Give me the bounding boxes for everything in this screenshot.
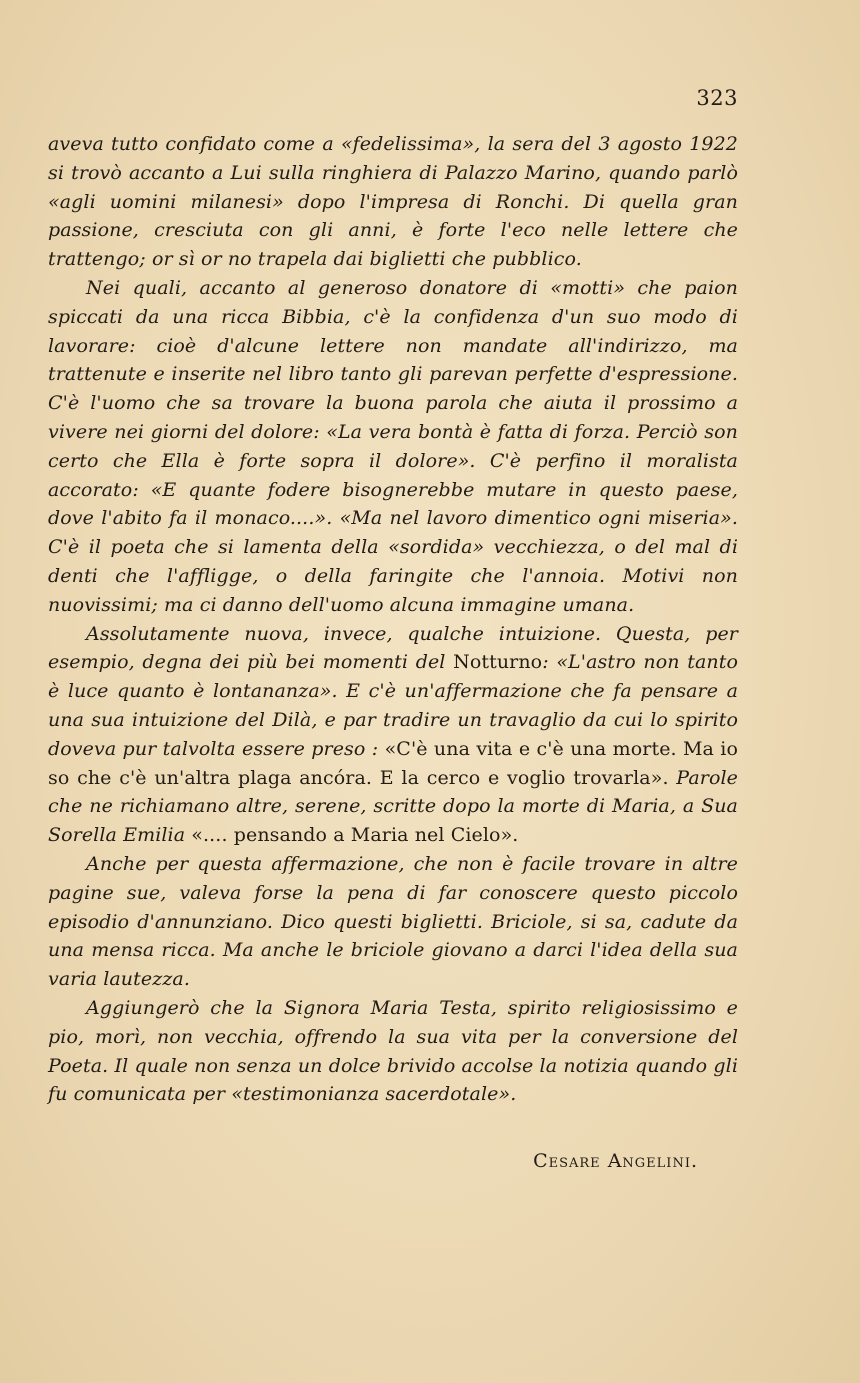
paragraph-2: Nei quali, accanto al generoso donatore di «motti» che paion spiccati da una ricca Bibbia, c'è la confidenza d'un suo modo di lavorare: cioè d'alcune lettere non mandate all'indirizzo, ma trattenute e inserite nel libro tanto gli parevan perfette d'espressione. C'è l'uomo che sa trovare la buona parola che aiuta il prossimo a vivere nei giorni del dolore: «La vera bontà è fatta di forza. Perciò son certo che Ella è forte sopra il dolore». C'è perfino il moralista accorato: «E quante fodere bisognerebbe mutare in questo paese, dove l'abito fa il monaco....». «Ma nel lavoro dimentico ogni miseria». C'è il poeta che si lamenta della «sordida» vecchiezza, o del mal di denti che l'affligge, o della faringite che l'annoia. Motivi non nuovissimi; ma ci danno dell'uomo alcuna immagine umana. bbox=[48, 276, 738, 616]
body-text bbox=[48, 130, 738, 1109]
page-number: 323 bbox=[696, 86, 738, 110]
author-signature: Cesare Angelini. bbox=[533, 1150, 698, 1172]
paragraph-3-quote-2: «.... pensando a Maria nel Cielo». bbox=[191, 824, 519, 847]
paragraph-1: aveva tutto confidato come a «fedelissima», la sera del 3 agosto 1922 si trovò accanto a Lui sulla ringhiera di Palazzo Marino, quando parlò «agli uomini milanesi» dopo l'impresa di Ronchi. Di quella gran passione, cresciuta con gli anni, è forte l'eco nelle lettere che trattengo; or sì or no trapela dai biglietti che pubblico. bbox=[48, 133, 738, 271]
paragraph-3-italic-1: Assolutamente nuova, invece, qualche intuizione. Questa, per esempio, degna dei più bei momenti del bbox=[48, 622, 738, 674]
paragraph-4: Anche per questa affermazione, che non è facile trovare in altre pagine sue, valeva forse la pena di far conoscere questo piccolo episodio d'annunziano. Dico questi biglietti. Briciole, si sa, cadute da una mensa ricca. Ma anche le briciole giovano a darci l'idea della sua varia lautezza. bbox=[48, 852, 738, 991]
book-page bbox=[48, 0, 738, 1383]
paragraph-3 bbox=[48, 620, 738, 850]
paragraph-3-italic-2: : «L'astro non tanto è luce quanto è lontananza». E c'è un'affermazione che fa pensare a una sua intuizione del Dilà, e par tradire un travaglio da cui lo spirito doveva pur talvolta essere preso : bbox=[48, 651, 739, 760]
paragraph-5: Aggiungerò che la Signora Maria Testa, spirito religiosissimo e pio, morì, non vecchia, offrendo la sua vita per la conversione del Poeta. Il quale non senza un dolce brivido accolse la notizia quando gli fu comunicata per «testimonianza sacerdotale». bbox=[48, 996, 738, 1106]
paragraph-3-quote-1: «C'è una vita e c'è una morte. Ma io so che c'è un'altra plaga ancóra. E la cerco e voglio trovarla». bbox=[48, 737, 739, 789]
paragraph-3-italic-3: Parole che ne richiamano altre, serene, scritte dopo la morte di Maria, a Sua Sorella Emilia bbox=[48, 766, 738, 847]
paragraph-3-title-notturno: Notturno bbox=[453, 651, 543, 674]
